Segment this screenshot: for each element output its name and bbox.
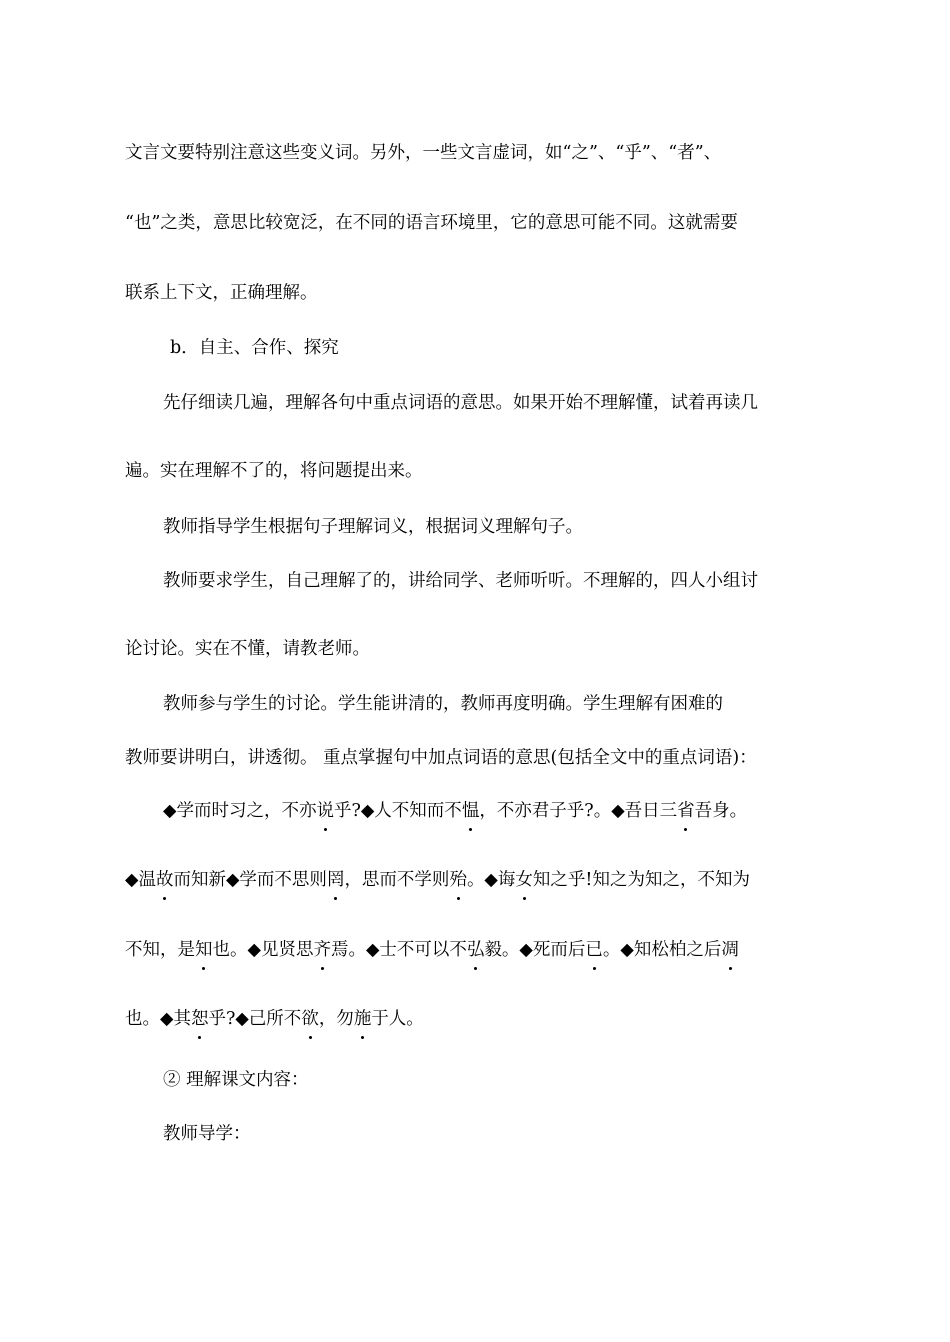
emphasized-char: 省 [677, 801, 695, 821]
emphasized-char: 罔 [326, 870, 345, 890]
emphasized-char: 知 [195, 940, 213, 960]
paragraph-line: “也”之类，意思比较宽泛，在不同的语言环境里，它的意思可能不同。这就需要 [125, 213, 738, 233]
section-heading: b．自主、合作、探究 [170, 338, 339, 358]
quote-text: 也。◆其 [125, 1009, 191, 1029]
quote-text: 于人。 [371, 1009, 424, 1029]
paragraph-line: 文言文要特别注意这些变义词。另外，一些文言虚词，如“之”、“乎”、“者”、 [125, 143, 722, 163]
quote-text: 。◆诲 [466, 870, 516, 890]
quote-text: 毅。◆死而后 [484, 940, 586, 960]
emphasized-char: 已 [585, 940, 603, 960]
emphasized-char: 殆 [449, 870, 467, 890]
paragraph-line: 论讨论。实在不懂，请教老师。 [125, 639, 370, 659]
quote-line [163, 799, 747, 823]
section-heading: ② 理解课文内容： [163, 1070, 309, 1090]
quote-text: 也。◆见贤思 [212, 940, 314, 960]
emphasized-char: 恕 [190, 1009, 209, 1029]
paragraph-line: 遍。实在理解不了的，将问题提出来。 [125, 461, 423, 481]
emphasized-char: 说 [316, 801, 334, 821]
quote-text: 。◆知松柏之后 [602, 940, 722, 960]
paragraph-line: 教师指导学生根据句子理解词义，根据词义理解句子。 [163, 517, 583, 537]
emphasized-char: 愠 [461, 801, 480, 821]
quote-text: ，勿 [318, 1009, 354, 1029]
quote-text: 乎?◆己所不 [208, 1009, 302, 1029]
quote-text: 乎?◆人不知而不 [333, 801, 462, 821]
quote-text: ，不亦君子乎?。◆吾日三 [479, 801, 678, 821]
paragraph-line: 先仔细读几遍，理解各句中重点词语的意思。如果开始不理解懂，试着再读几 [163, 393, 758, 413]
paragraph-line: 教师导学： [163, 1124, 251, 1144]
quote-line [125, 868, 750, 892]
quote-text: 吾身。 [694, 801, 748, 821]
emphasized-char: 施 [353, 1009, 372, 1029]
emphasized-char: 弘 [466, 940, 485, 960]
paragraph-line: 教师要求学生，自己理解了的，讲给同学、老师听听。不理解的，四人小组讨 [163, 571, 758, 591]
quote-text: ，思而不学则 [344, 870, 450, 890]
quote-text: 而知新◆学而不思则 [173, 870, 327, 890]
quote-text: 不知，是 [125, 940, 195, 960]
emphasized-char: 女 [515, 870, 533, 890]
emphasized-char: 欲 [301, 1009, 319, 1029]
quote-text: 知之乎!知之为知之，不知为 [532, 870, 750, 890]
emphasized-char: 故 [155, 870, 174, 890]
emphasized-char: 凋 [721, 940, 739, 960]
quote-text: 焉。◆士不可以不 [330, 940, 467, 960]
paragraph-line: 联系上下文，正确理解。 [125, 283, 318, 303]
paragraph-line: 教师参与学生的讨论。学生能讲清的，教师再度明确。学生理解有困难的 [163, 694, 723, 714]
quote-text: ◆温 [125, 870, 156, 890]
emphasized-char: 齐 [313, 940, 331, 960]
quote-line [125, 938, 739, 962]
quote-line [125, 1007, 424, 1031]
quote-text: ◆学而时习之，不亦 [163, 801, 317, 821]
paragraph-line: 教师要讲明白，讲透彻。 重点掌握句中加点词语的意思(包括全文中的重点词语)： [125, 748, 757, 768]
